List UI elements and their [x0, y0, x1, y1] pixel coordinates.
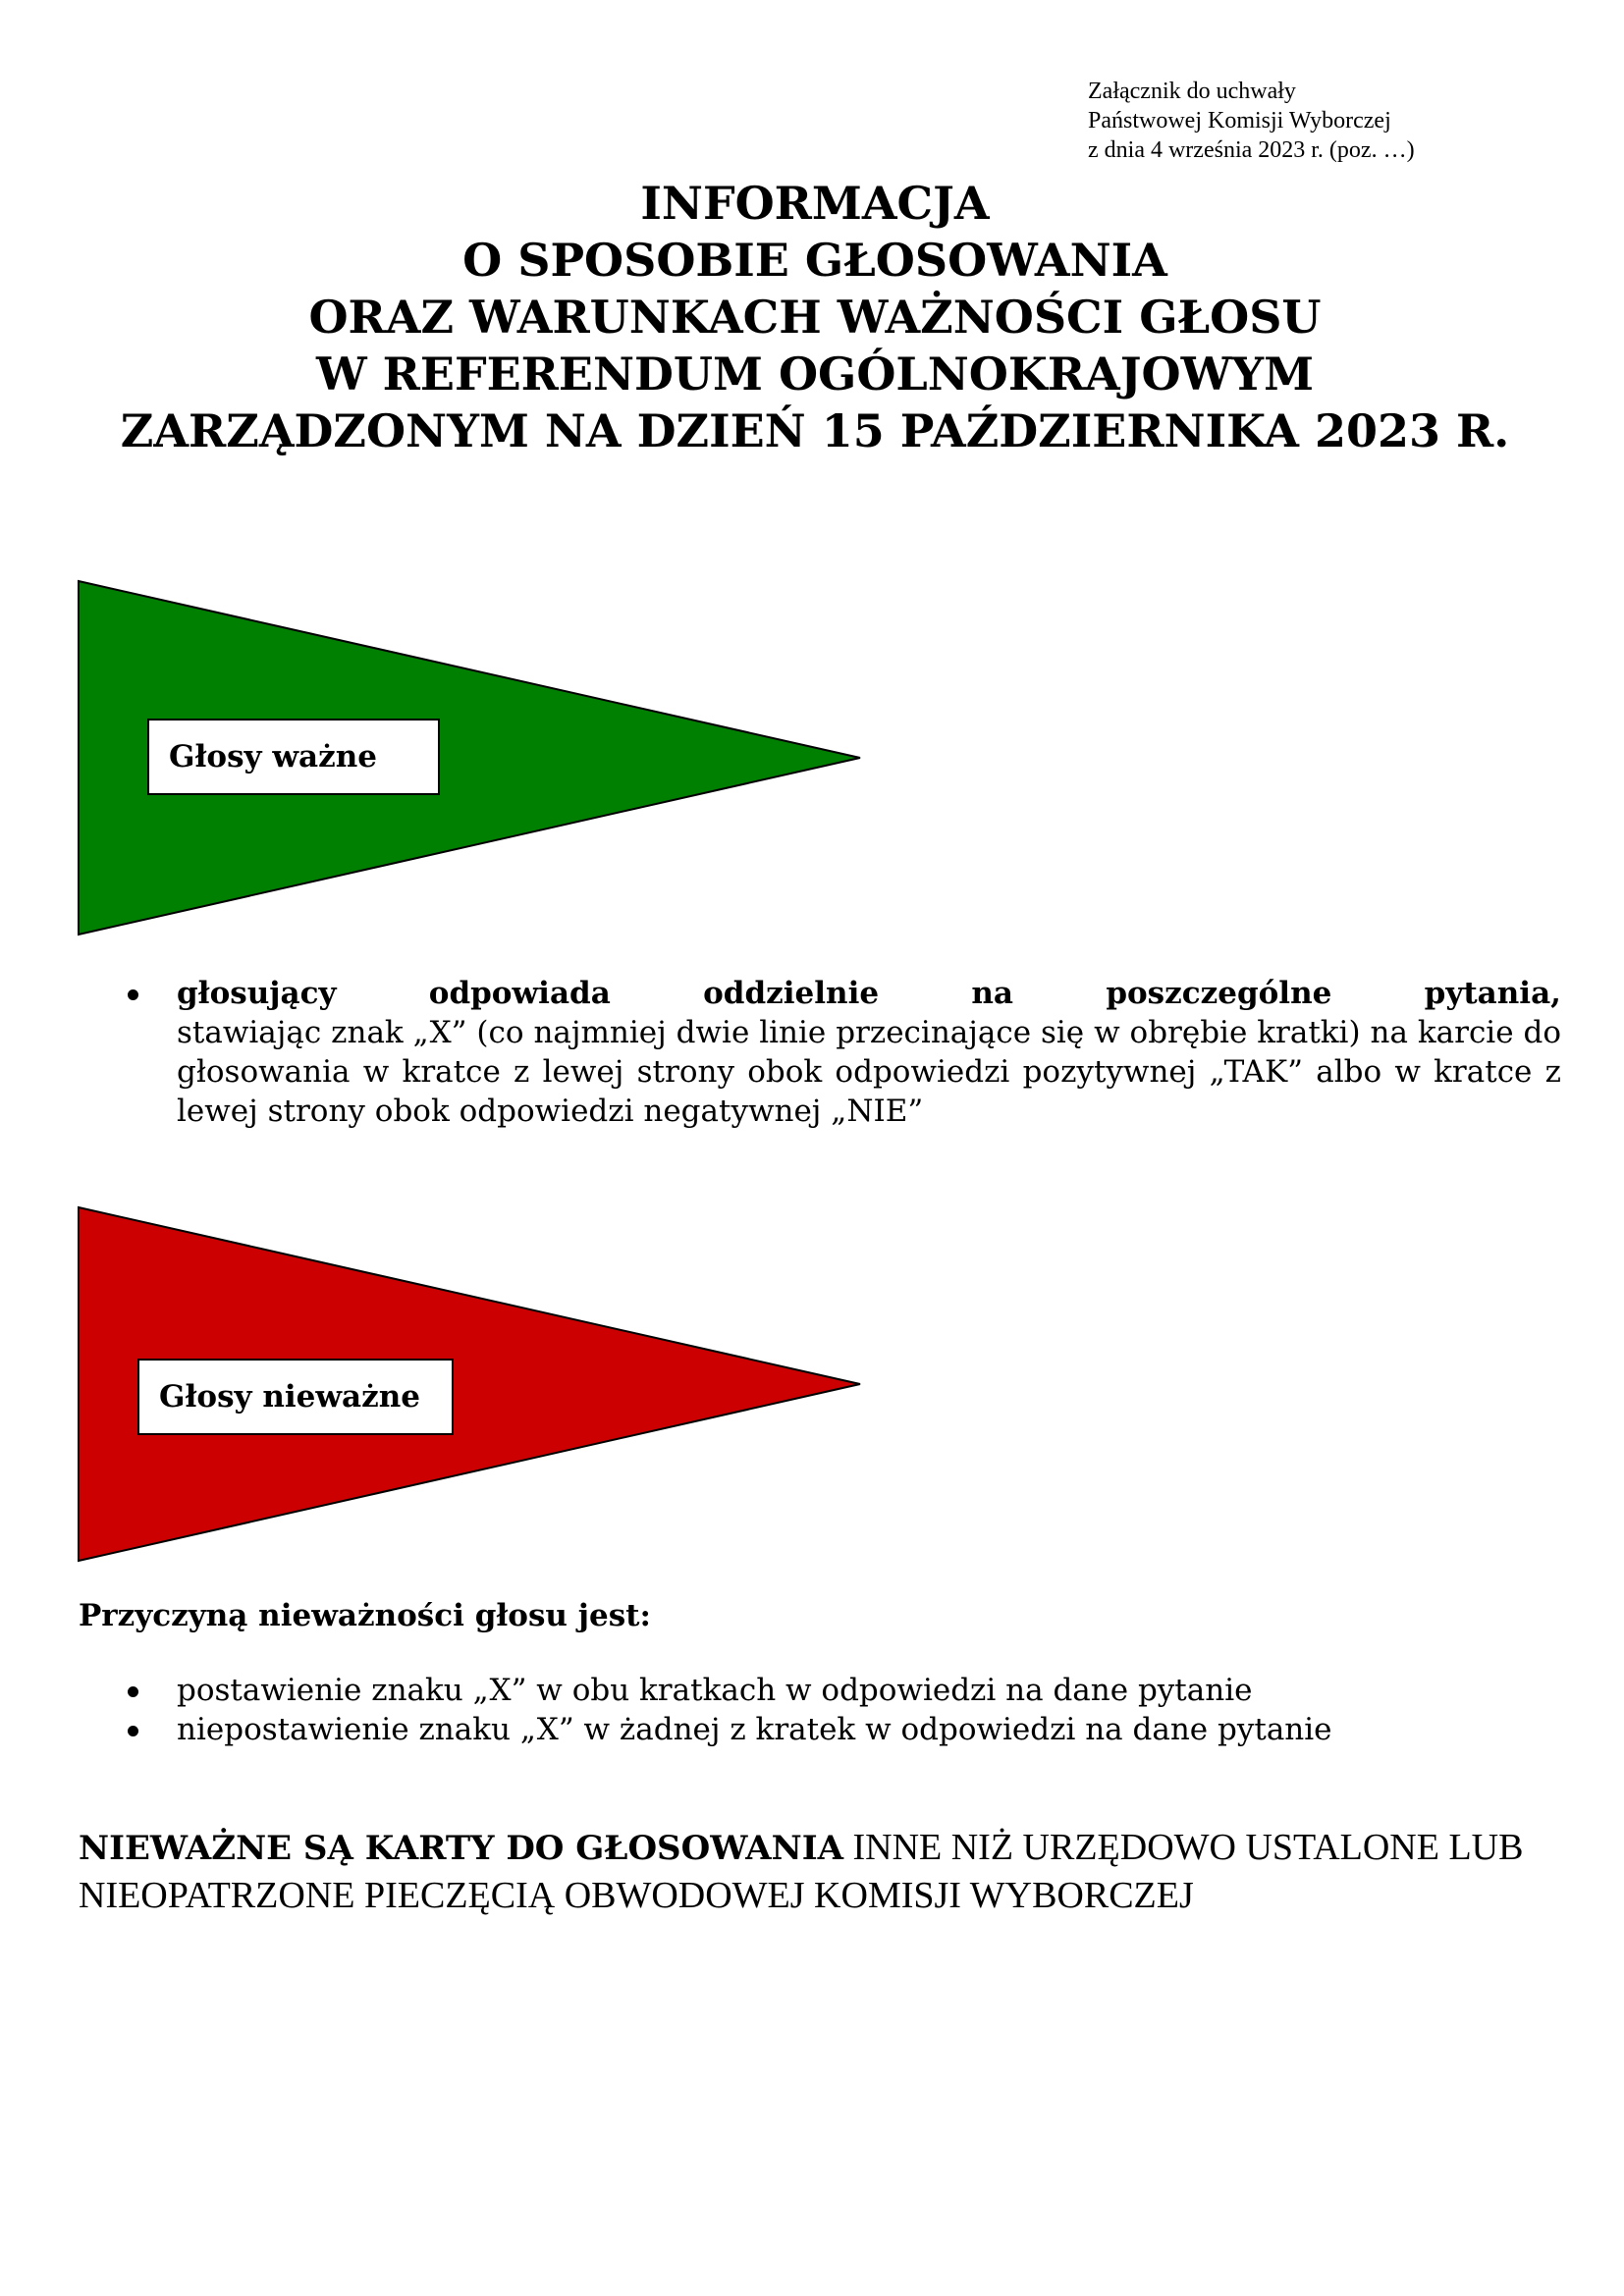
- valid-rule-bold-word: oddzielnie: [703, 976, 880, 1011]
- invalid-reasons-list: [118, 1671, 1561, 1749]
- final-note: [79, 1824, 1571, 1919]
- annex-line: Państwowej Komisji Wyborczej: [1088, 108, 1391, 133]
- valid-rule-bold-word: odpowiada: [428, 976, 611, 1011]
- invalid-reasons-heading: Przyczyną nieważności głosu jest:: [79, 1598, 651, 1633]
- valid-rule-text: stawiając znak „X” (co najmniej dwie linie przecinające się w obrębie kratki) na karcie do głosowania w kratce z lewej strony obok odpowiedzi pozytywnej „TAK” albo w kratce z lewej strony obok odpowiedzi negatywnej „NIE”: [177, 1015, 1561, 1129]
- title-line: ZARZĄDZONYM NA DZIEŃ 15 PAŹDZIERNIKA 2023 R.: [120, 404, 1510, 457]
- list-item: niepostawienie znaku „X” w żadnej z kratek w odpowiedzi na dane pytanie: [118, 1710, 1561, 1749]
- document-title: [59, 175, 1571, 459]
- title-line: INFORMACJA: [640, 177, 990, 230]
- annex-line: Załącznik do uchwały: [1088, 79, 1296, 104]
- list-item: [118, 974, 1561, 1131]
- valid-rule-bold-word: poszczególne: [1106, 976, 1332, 1011]
- valid-votes-pennant: [0, 579, 884, 952]
- valid-votes-label: Głosy ważne: [147, 719, 440, 795]
- valid-rule-bold-word: głosujący: [177, 976, 337, 1011]
- valid-votes-rules: [118, 974, 1561, 1131]
- title-line: O SPOSOBIE GŁOSOWANIA: [462, 234, 1167, 287]
- valid-rule-bold: [177, 974, 1561, 1013]
- final-note-bold: NIEWAŻNE SĄ KARTY DO GŁOSOWANIA: [79, 1829, 843, 1868]
- annex-note: [1088, 77, 1540, 165]
- title-line: ORAZ WARUNKACH WAŻNOŚCI GŁOSU: [308, 291, 1322, 344]
- annex-line: z dnia 4 września 2023 r. (poz. …): [1088, 137, 1415, 163]
- invalid-votes-label: Głosy nieważne: [137, 1359, 454, 1435]
- list-item: postawienie znaku „X” w obu kratkach w odpowiedzi na dane pytanie: [118, 1671, 1561, 1710]
- valid-rule-bold-word: na: [971, 976, 1014, 1011]
- title-line: W REFERENDUM OGÓLNOKRAJOWYM: [316, 347, 1314, 400]
- valid-rule-bold-word: pytania,: [1424, 976, 1561, 1011]
- final-note-text: INNE NIŻ URZĘDOWO USTALONE LUB NIEOPATRZONE PIECZĘCIĄ OBWODOWEJ KOMISJI WYBORCZEJ: [79, 1827, 1524, 1916]
